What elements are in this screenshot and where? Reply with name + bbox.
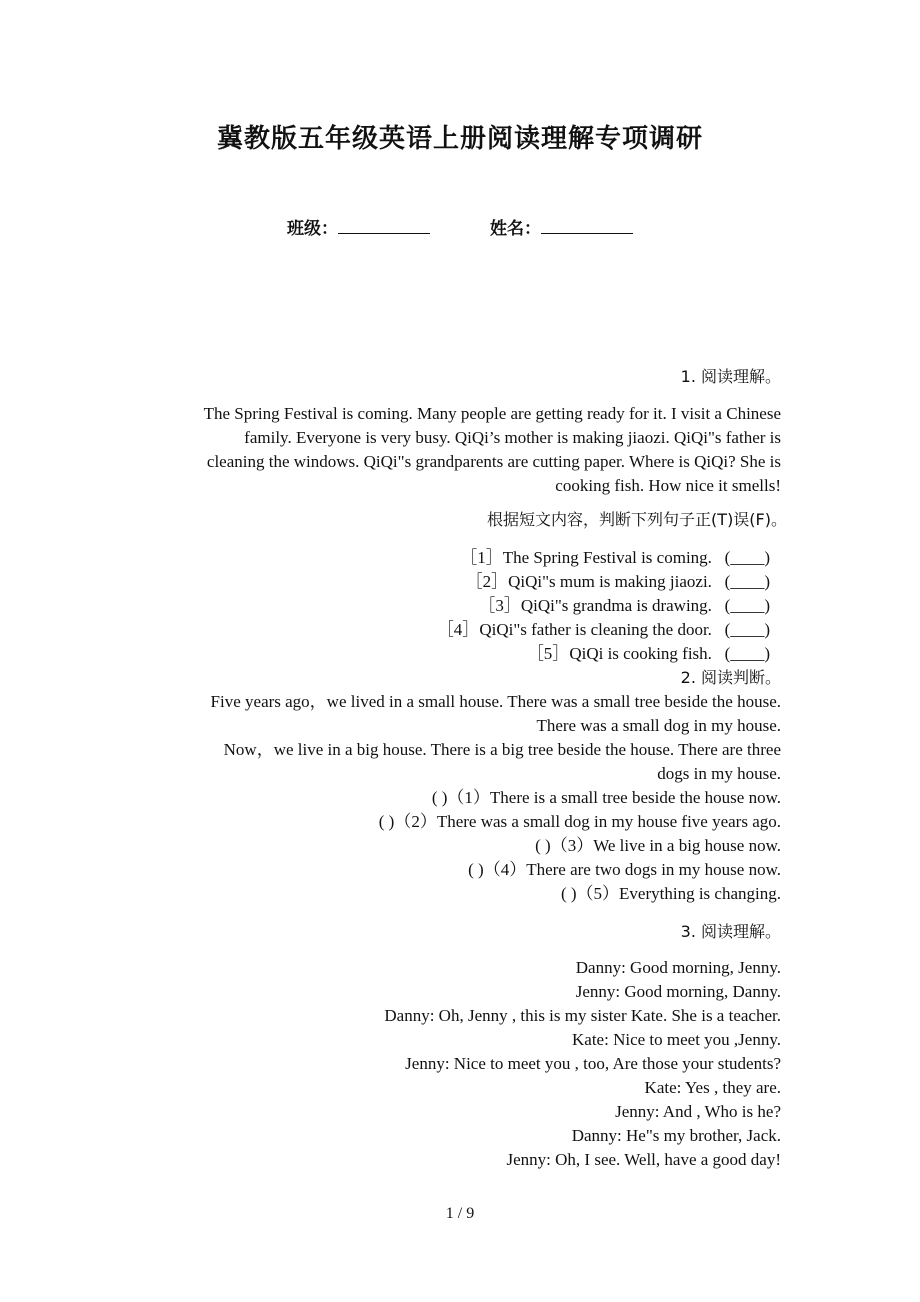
question-text: Everything is changing. <box>619 884 781 903</box>
question-text: The Spring Festival is coming. <box>502 548 712 567</box>
question-number: ［3］ <box>478 596 521 615</box>
question-text: QiQi"s grandma is drawing. <box>520 596 712 615</box>
document-title: 冀教版五年级英语上册阅读理解专项调研 <box>216 124 703 154</box>
passage-line: family. Everyone is very busy. QiQi’s mother is making jiaozi. QiQi"s father is <box>244 428 781 447</box>
dialogue-line: Jenny: Oh, I see. Well, have a good day! <box>506 1150 781 1169</box>
question-number: （5） <box>576 884 620 903</box>
question-number: ［1］ <box>460 548 503 567</box>
section2-heading <box>140 666 781 690</box>
section2-questions <box>140 786 781 906</box>
answer-blank[interactable]: ( ) <box>468 860 484 879</box>
passage-line: dogs in my house. <box>657 764 781 783</box>
question-text: QiQi"s father is cleaning the door. <box>479 620 712 639</box>
dialogue-line: Danny: Oh, Jenny , this is my sister Kate. She is a teacher. <box>384 1006 781 1025</box>
question-item <box>140 834 781 858</box>
page-number: 1 / 9 <box>445 1205 475 1222</box>
question-item <box>140 594 770 618</box>
question-text: QiQi"s mum is making jiaozi. <box>508 572 712 591</box>
name-field <box>490 214 633 239</box>
question-text: There was a small dog in my house five years ago. <box>436 812 781 831</box>
section1-questions <box>140 546 770 666</box>
question-text: There are two dogs in my house now. <box>526 860 781 879</box>
question-number: （3） <box>550 836 594 855</box>
class-field <box>287 214 430 239</box>
question-number: （1） <box>447 788 490 807</box>
question-text: There is a small tree beside the house now. <box>489 788 781 807</box>
answer-blank[interactable]: ( ) <box>431 788 448 807</box>
question-number: （2） <box>394 812 437 831</box>
answer-blank[interactable]: (____) <box>724 596 770 615</box>
section1-passage <box>140 402 781 498</box>
question-item <box>140 570 770 594</box>
section3-dialogue <box>140 956 781 1172</box>
answer-blank[interactable]: ( ) <box>560 884 577 903</box>
question-item <box>140 858 781 882</box>
dialogue-line: Kate: Yes , they are. <box>644 1078 781 1097</box>
question-number: ［2］ <box>465 572 509 591</box>
section-heading: 1. 阅读理解。 <box>680 367 781 386</box>
answer-blank[interactable]: (____) <box>724 644 770 663</box>
passage-line: There was a small dog in my house. <box>536 716 781 735</box>
question-number: ［4］ <box>436 620 480 639</box>
answer-blank[interactable]: ( ) <box>378 812 395 831</box>
answer-blank[interactable]: (____) <box>724 548 770 567</box>
question-item <box>140 642 770 666</box>
answer-blank[interactable]: (____) <box>724 620 770 639</box>
dialogue-line: Kate: Nice to meet you ,Jenny. <box>572 1030 781 1049</box>
name-label: 姓名： <box>489 219 541 239</box>
passage-line: Now，we live in a big house. There is a big tree beside the house. There are three <box>223 740 781 759</box>
passage-line: cooking fish. How nice it smells! <box>555 476 781 495</box>
answer-blank[interactable]: ( ) <box>535 836 551 855</box>
passage-line: Five years ago，we lived in a small house. There was a small tree beside the house. <box>210 692 781 711</box>
question-item <box>140 882 781 906</box>
section-heading: 2. 阅读判断。 <box>680 668 781 687</box>
question-text: We live in a big house now. <box>593 836 781 855</box>
student-info-fields <box>0 214 920 239</box>
section3-heading <box>140 920 781 944</box>
dialogue-line: Jenny: Good morning, Danny. <box>575 982 781 1001</box>
dialogue-line: Jenny: And , Who is he? <box>615 1102 781 1121</box>
question-number: （4） <box>483 860 527 879</box>
class-blank[interactable] <box>338 219 430 234</box>
question-item <box>140 810 781 834</box>
dialogue-line: Danny: He"s my brother, Jack. <box>571 1126 781 1145</box>
question-item <box>140 618 770 642</box>
question-item <box>140 786 781 810</box>
section2-passage <box>140 690 781 786</box>
passage-line: The Spring Festival is coming. Many people are getting ready for it. I visit a Chinese <box>203 404 781 423</box>
section-heading: 3. 阅读理解。 <box>680 922 781 941</box>
passage-line: cleaning the windows. QiQi"s grandparents are cutting paper. Where is QiQi? She is <box>206 452 781 471</box>
answer-blank[interactable]: (____) <box>724 572 770 591</box>
dialogue-line: Jenny: Nice to meet you , too, Are those your students? <box>405 1054 781 1073</box>
question-text: QiQi is cooking fish. <box>569 644 712 663</box>
question-number: ［5］ <box>526 644 570 663</box>
section1-instruction <box>140 508 787 532</box>
section1-heading <box>140 365 781 389</box>
question-item <box>140 546 770 570</box>
name-blank[interactable] <box>541 219 633 234</box>
instruction-text: 根据短文内容，判断下列句子正(T)误(F)。 <box>487 510 787 529</box>
class-label: 班级： <box>287 219 339 239</box>
dialogue-line: Danny: Good morning, Jenny. <box>575 958 781 977</box>
